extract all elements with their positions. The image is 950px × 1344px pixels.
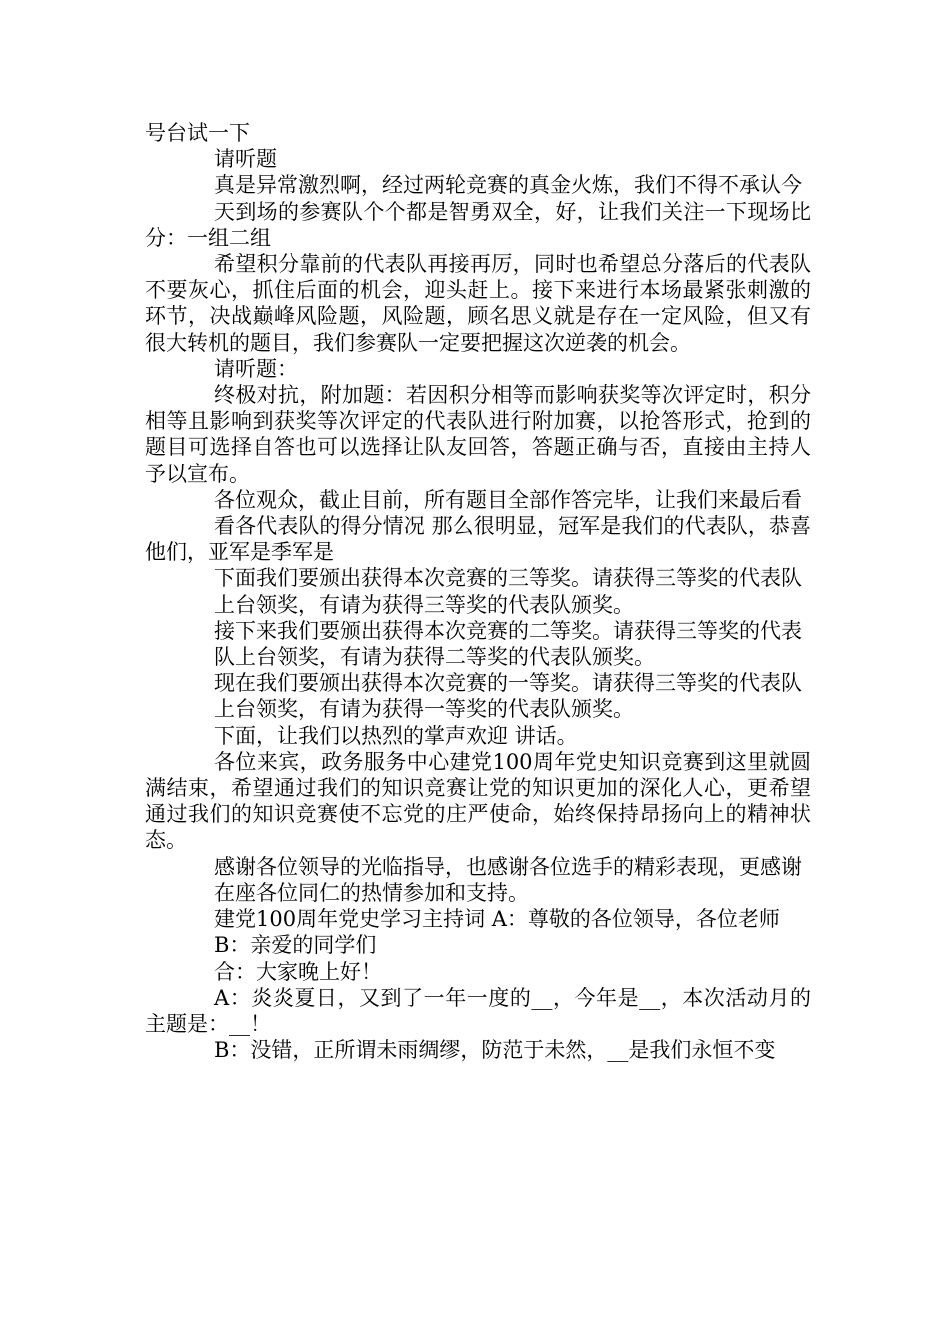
document-body — [145, 120, 811, 1063]
paragraph-13: 队上台领奖，有请为获得二等奖的代表队颁奖。 — [214, 645, 655, 670]
paragraph-11: 上台领奖，有请为获得三等奖的代表队颁奖。 — [214, 592, 634, 617]
paragraph-17: 各位来宾，政务服务中心建党100周年党史知识竞赛到这里就圆满结束，希望通过我们的知识竞赛让党的知识更加的深化人心，更希望通过我们的知识竞赛使不忘党的庄严使命，始终保持昂扬向上的精神状态。 — [145, 749, 811, 853]
paragraph-5: 希望积分靠前的代表队再接再厉，同时也希望总分落后的代表队不要灰心，抓住后面的机会，迎头赶上。接下来进行本场最紧张刺激的环节，决战巅峰风险题，风险题，顾名思义就是存在一定风险，但又有很大转机的题目，我们参赛队一定要把握这次逆袭的机会。 — [145, 252, 811, 355]
paragraph-15: 上台领奖，有请为获得一等奖的代表队颁奖。 — [214, 697, 634, 722]
paragraph-22: 合：大家晚上好！ — [214, 959, 382, 984]
paragraph-24: B：没错，正所谓未雨绸缪，防范于未然，__是我们永恒不变 — [214, 1038, 776, 1063]
paragraph-7: 终极对抗，附加题：若因积分相等而影响获奖等次评定时，积分相等且影响到获奖等次评定的代表队进行附加赛，以抢答形式，抢到的题目可选择自答也可以选择让队友回答，答题正确与否，直接由主持人予以宣布。 — [145, 383, 811, 486]
paragraph-9: 看各代表队的得分情况 那么很明显，冠军是我们的代表队，恭喜他们，亚军是季军是 — [145, 514, 811, 565]
paragraph-12: 接下来我们要颁出获得本次竞赛的二等奖。请获得三等奖的代表 — [214, 618, 802, 643]
paragraph-4: 天到场的参赛队个个都是智勇双全，好，让我们关注一下现场比分：一组二组 — [145, 199, 811, 250]
paragraph-20: 建党100周年党史学习主持词 A：尊敬的各位领导，各位老师 — [214, 907, 780, 932]
paragraph-3: 真是异常激烈啊，经过两轮竞赛的真金火炼，我们不得不承认今 — [214, 173, 802, 198]
paragraph-10: 下面我们要颁出获得本次竞赛的三等奖。请获得三等奖的代表队 — [214, 566, 802, 591]
paragraph-14: 现在我们要颁出获得本次竞赛的一等奖。请获得三等奖的代表队 — [214, 671, 802, 696]
paragraph-18: 感谢各位领导的光临指导，也感谢各位选手的精彩表现，更感谢 — [214, 854, 802, 879]
paragraph-23: A：炎炎夏日，又到了一年一度的__，今年是__，本次活动月的主题是：__！ — [145, 985, 811, 1036]
paragraph-8: 各位观众，截止目前，所有题目全部作答完毕，让我们来最后看 — [214, 487, 802, 512]
paragraph-21: B：亲爱的同学们 — [214, 933, 377, 958]
paragraph-19: 在座各位同仁的热情参加和支持。 — [214, 880, 529, 905]
paragraph-16: 下面，让我们以热烈的掌声欢迎 讲话。 — [214, 723, 578, 748]
paragraph-2: 请听题 — [214, 147, 277, 172]
paragraph-1: 号台试一下 — [145, 121, 250, 145]
paragraph-6: 请听题： — [214, 356, 298, 381]
